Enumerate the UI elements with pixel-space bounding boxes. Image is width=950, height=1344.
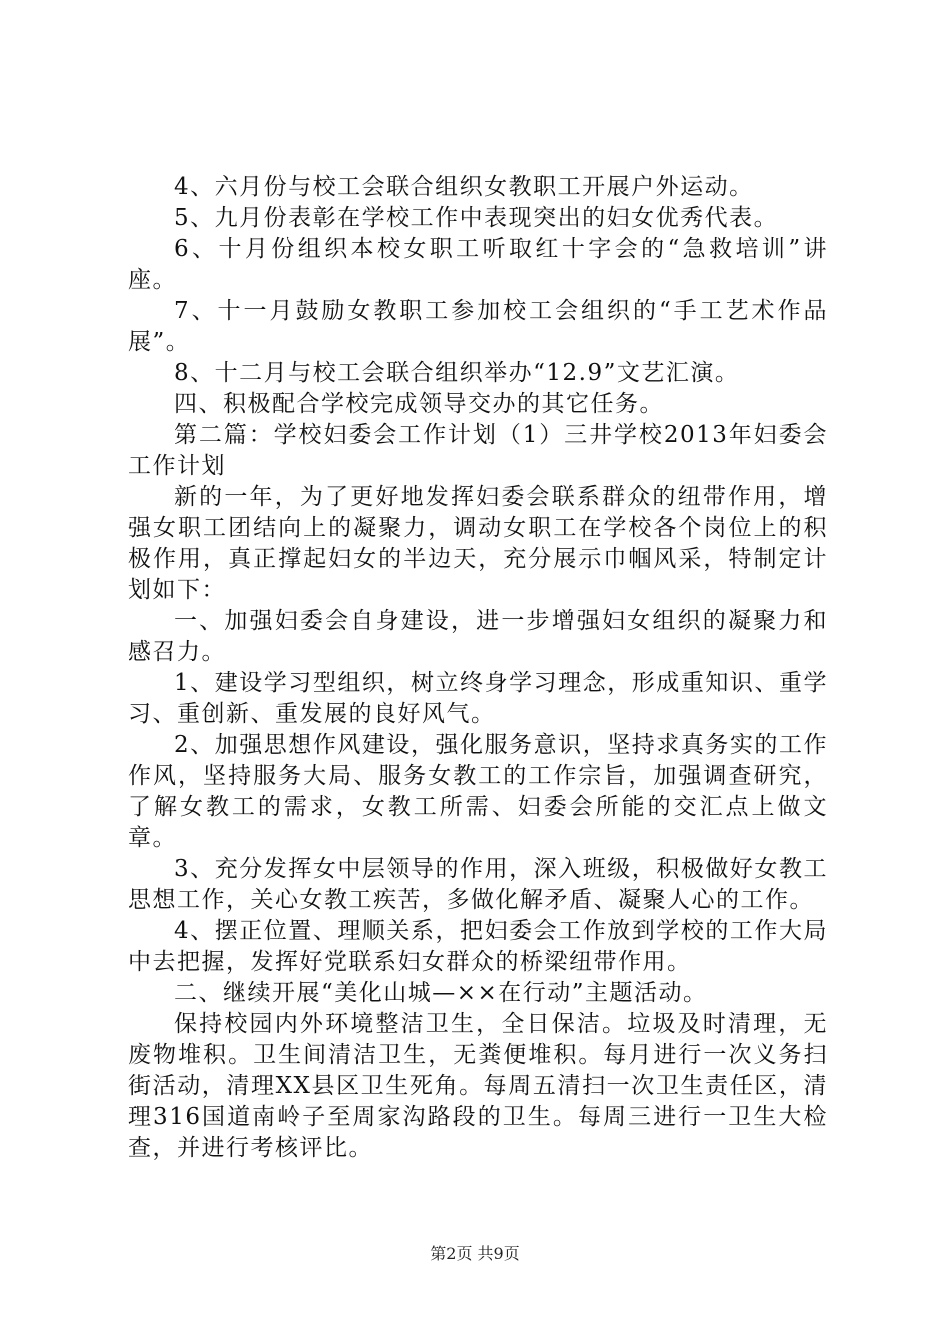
paragraph: 四、积极配合学校完成领导交办的其它任务。 [174, 391, 664, 417]
page-number: 第2页 共9页 [430, 1244, 520, 1263]
paragraph: 一、加强妇委会自身建设，进一步增强妇女组织的凝聚力和感召力。 [128, 608, 828, 665]
section-heading: 第二篇：学校妇委会工作计划（1）三井学校2013年妇委会工作计划 [128, 422, 828, 479]
paragraph: 8、十二月与校工会联合组织举办“12.9”文艺汇演。 [174, 360, 740, 386]
paragraph: 3、充分发挥女中层领导的作用，深入班级，积极做好女教工思想工作，关心女教工疾苦，多做化解矛盾、凝聚人心的工作。 [128, 856, 828, 913]
paragraph: 6、十月份组织本校女职工听取红十字会的“急救培训”讲座。 [128, 236, 828, 293]
document-body [128, 172, 828, 1164]
paragraph: 4、六月份与校工会联合组织女教职工开展户外运动。 [174, 174, 754, 200]
paragraph: 7、十一月鼓励女教职工参加校工会组织的“手工艺术作品展”。 [128, 298, 828, 355]
paragraph: 5、九月份表彰在学校工作中表现突出的妇女优秀代表。 [174, 205, 779, 231]
paragraph: 保持校园内外环境整洁卫生，全日保洁。垃圾及时清理，无废物堆积。卫生间清洁卫生，无粪便堆积。每月进行一次义务扫街活动，清理XX县区卫生死角。每周五清扫一次卫生责任区，清理316国道南岭子至周家沟路段的卫生。每周三进行一卫生大检查，并进行考核评比。 [128, 1011, 828, 1161]
paragraph: 2、加强思想作风建设，强化服务意识，坚持求真务实的工作作风，坚持服务大局、服务女教工的工作宗旨，加强调查研究，了解女教工的需求，女教工所需、妇委会所能的交汇点上做文章。 [128, 732, 828, 851]
paragraph: 新的一年，为了更好地发挥妇委会联系群众的纽带作用，增强女职工团结向上的凝聚力，调动女职工在学校各个岗位上的积极作用，真正撑起妇女的半边天，充分展示巾帼风采，特制定计划如下： [128, 484, 828, 603]
paragraph: 二、继续开展“美化山城—××在行动”主题活动。 [174, 980, 708, 1006]
paragraph: 4、摆正位置、理顺关系，把妇委会工作放到学校的工作大局中去把握，发挥好党联系妇女群众的桥梁纽带作用。 [128, 918, 828, 975]
paragraph: 1、建设学习型组织，树立终身学习理念，形成重知识、重学习、重创新、重发展的良好风气。 [128, 670, 828, 727]
